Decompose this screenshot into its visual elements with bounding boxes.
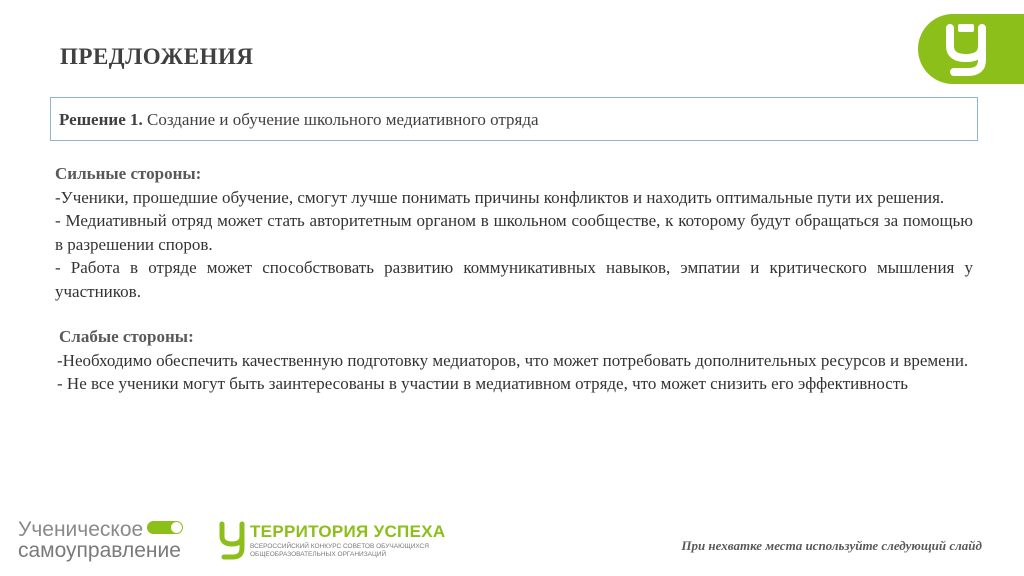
brand2-sub-line2: ОБЩЕОБРАЗОВАТЕЛЬНЫХ ОРГАНИЗАЦИЙ: [250, 551, 387, 558]
solution-text: [59, 110, 539, 130]
weakness-point: - Не все ученики могут быть заинтересованы в участии в медиативном отряде, что может снизить его эффективность: [57, 374, 909, 393]
solution-box: [50, 97, 978, 141]
strength-point: - Работа в отряде может способствовать развитию коммуникативных навыков, эмпатии и критического мышления у участников.: [55, 258, 973, 301]
toggle-icon: [147, 521, 183, 534]
brand1-line2: самоуправление: [18, 539, 181, 562]
weaknesses-section: [57, 325, 975, 396]
weakness-point: -Необходимо обеспечить качественную подготовку медиаторов, что может потребовать дополнительных ресурсов и времени.: [57, 350, 969, 370]
brand2-subtitle: [250, 543, 440, 559]
strength-point: -Ученики, прошедшие обучение, смогут лучше понимать причины конфликтов и находить оптимальные пути их решения.: [55, 187, 945, 207]
u-logo-icon: [944, 24, 988, 76]
brand2-title: ТЕРРИТОРИЯ УСПЕХА: [250, 522, 446, 541]
brand2-sub-line1: ВСЕРОССИЙСКИЙ КОНКУРС СОВЕТОВ ОБУЧАЮЩИХСЯ: [250, 543, 429, 550]
solution-label: Решение 1.: [59, 110, 143, 129]
strengths-section: [55, 162, 973, 303]
solution-title: Создание и обучение школьного медиативного отряда: [142, 110, 539, 129]
strength-point: - Медиативный отряд может стать авторитетным органом в школьном сообществе, к которому будут обращаться за помощью в разрешении споров.: [55, 211, 973, 254]
brand1-line1: Ученическое: [18, 518, 144, 541]
strengths-heading: Сильные стороны:: [55, 164, 202, 183]
footer-note: При нехватке места используйте следующий слайд: [681, 538, 982, 553]
corner-logo: [918, 14, 1024, 84]
student-government-logo: [18, 519, 183, 561]
weaknesses-heading: Слабые стороны:: [59, 327, 194, 346]
page-title: ПРЕДЛОЖЕНИЯ: [60, 44, 254, 69]
u-logo-icon: [218, 521, 246, 561]
